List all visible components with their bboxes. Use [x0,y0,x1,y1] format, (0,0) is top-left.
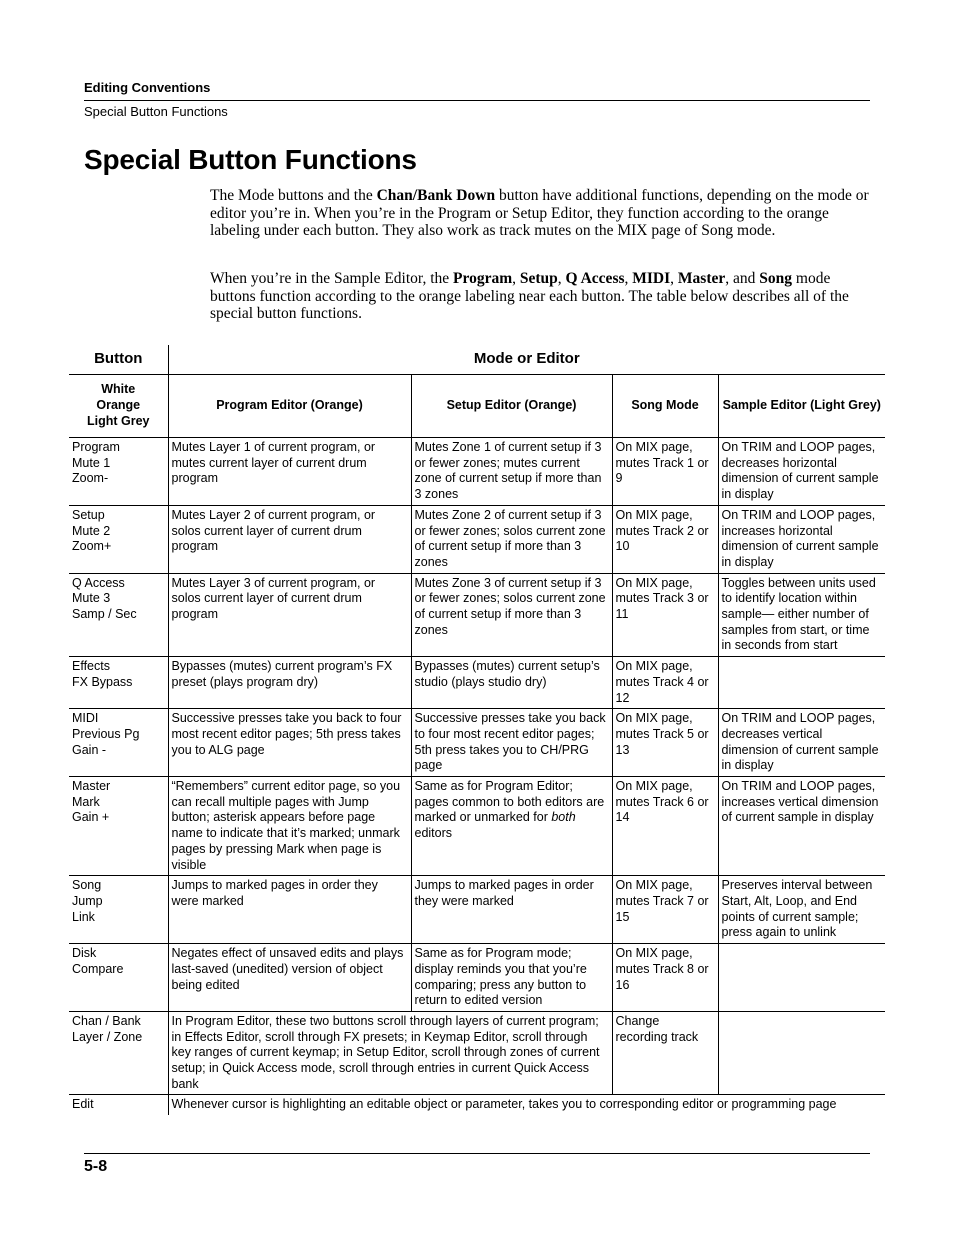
setup-editor-cell: Successive presses take you back to four most recent editor pages; 5th press takes you to CH/PRG page [411,709,612,777]
intro-paragraph-1 [210,187,870,240]
bold-term: Program [453,270,513,287]
subheader-song-mode: Song Mode [612,375,718,438]
table-row [69,944,885,1012]
button-name: Layer / Zone [72,1029,143,1044]
program-editor-cell: Mutes Layer 1 of current program, or mutes current layer of current drum program [168,438,411,506]
table-row [69,709,885,777]
bold-term: Song [759,270,793,287]
subheader-setup-editor: Setup Editor (Orange) [411,375,612,438]
song-mode-cell: On MIX page, mutes Track 1 or 9 [612,438,718,506]
bold-term: Master [677,270,726,287]
button-name: MIDI [72,711,99,726]
button-name: Gain + [72,810,110,825]
sample-editor-cell [718,657,885,709]
footer-rule [84,1153,870,1154]
button-name: Link [72,909,95,924]
program-editor-cell: Mutes Layer 3 of current program, or solos current layer of current drum program [168,573,411,657]
text-run: editors [414,826,453,841]
table-row [69,657,885,709]
table-row [69,876,885,944]
button-names-cell [69,505,168,573]
setup-editor-cell: Mutes Zone 2 of current setup if 3 or fewer zones; solos current zone of current setup if more than 3 zones [411,505,612,573]
button-names-cell [69,438,168,506]
text-run: mode buttons function according to the orange labeling near each button. The table below describes all of the special button functions. [210,270,849,322]
button-names-cell [69,944,168,1012]
button-name: Effects [72,659,110,674]
button-name: Compare [72,961,124,976]
button-names-cell [69,777,168,876]
song-mode-cell: On MIX page, mutes Track 4 or 12 [612,657,718,709]
bold-term: MIDI [632,270,671,287]
button-name: Chan / Bank [72,1013,141,1028]
setup-editor-cell: Mutes Zone 1 of current setup if 3 or fewer zones; mutes current zone of current setup if more than 3 zones [411,438,612,506]
button-name: Mute 2 [72,523,111,538]
running-header-subsection: Special Button Functions [84,104,228,119]
button-name: Jump [72,893,103,908]
song-mode-cell: On MIX page, mutes Track 6 or 14 [612,777,718,876]
song-mode-cell: On MIX page, mutes Track 2 or 10 [612,505,718,573]
text-run: Same as for Program Editor; pages common to both editors are marked or unmarked for [414,779,605,825]
button-name: Mute 1 [72,455,111,470]
bold-term: Chan/Bank Down [376,187,496,204]
button-name: Zoom+ [72,539,112,554]
setup-editor-cell: Mutes Zone 3 of current setup if 3 or fewer zones; solos current zone of current setup if more than 3 zones [411,573,612,657]
text-run: , and [725,270,760,287]
song-mode-cell: Change recording track [612,1011,718,1095]
program-editor-cell: Negates effect of unsaved edits and plays last-saved (unedited) version of object being edited [168,944,411,1012]
bold-term: Q Access [565,270,625,287]
button-names-cell [69,1095,168,1115]
sample-editor-cell [718,1011,885,1095]
table-row [69,1011,885,1095]
text-run: When you’re in the Sample Editor, the [210,270,454,287]
page-number: 5-8 [84,1158,108,1175]
button-name: Mute 3 [72,591,111,606]
button-name: Samp / Sec [72,607,137,622]
button-name: Song [72,878,102,893]
program-editor-cell: Successive presses take you back to four most recent editor pages; 5th press takes you to ALG page [168,709,411,777]
sample-editor-cell: Toggles between units used to identify location within sample— either number of samples from start, or time in seconds from start [718,573,885,657]
button-name: Zoom- [72,471,109,486]
setup-editor-cell: Bypasses (mutes) current setup’s studio (plays studio dry) [411,657,612,709]
column-header-mode: Mode or Editor [473,350,580,368]
button-name: Setup [72,507,105,522]
text-run: , [624,270,633,287]
text-run: button have additional functions, depending on the mode or editor you’re in. When you’re in the Program or Setup Editor, they function according to the orange labeling under each button. They also work as track mutes on the MIX page of Song mode. [210,187,869,239]
subheader-program-editor: Program Editor (Orange) [168,375,411,438]
setup-editor-cell [411,777,612,876]
running-header-section: Editing Conventions [84,80,211,95]
button-names-cell [69,573,168,657]
subheader-white: White [101,382,136,397]
intro-paragraph-2 [210,270,870,323]
text-run: , [557,270,566,287]
program-editor-cell: Mutes Layer 2 of current program, or solos current layer of current drum program [168,505,411,573]
special-button-table [69,345,885,1115]
subheader-light-grey: Light Grey [86,413,150,428]
table-row [69,777,885,876]
program-editor-cell: “Remembers” current editor page, so you can recall multiple pages with Jump button; asterisk appears before page name to indicate that it’s marked; unmark pages by pressing Mark when page is visible [168,777,411,876]
sample-editor-cell: On TRIM and LOOP pages, decreases horizontal dimension of current sample in display [718,438,885,506]
all-modes-cell: Whenever cursor is highlighting an editable object or parameter, takes you to corresponding editor or programming page [168,1095,885,1115]
button-name: FX Bypass [72,674,133,689]
sample-editor-cell [718,944,885,1012]
setup-editor-cell: Same as for Program mode; display reminds you that you’re comparing; press any button to return to edited version [411,944,612,1012]
button-name: Q Access [72,575,125,590]
header-rule [84,100,870,101]
button-name: Gain - [72,742,107,757]
button-name: Program [72,440,120,454]
text-run: The Mode buttons and the [210,187,377,204]
button-name: Edit [72,1097,94,1112]
program-setup-cell: In Program Editor, these two buttons scroll through layers of current program; in Effects Editor, scroll through FX presets; in Keymap Editor, scroll through key ranges of current keymap; in Setup Editor, scroll through zones of current setup; in Quick Access mode, scroll through entries in current Quick Access bank [168,1011,612,1095]
sample-editor-cell: Preserves interval between Start, Alt, Loop, and End points of current sample; press again to unlink [718,876,885,944]
program-editor-cell: Bypasses (mutes) current program’s FX preset (plays program dry) [168,657,411,709]
page-title: Special Button Functions [84,144,417,175]
song-mode-cell: On MIX page, mutes Track 5 or 13 [612,709,718,777]
setup-editor-cell: Jumps to marked pages in order they were marked [411,876,612,944]
button-names-cell [69,657,168,709]
button-name: Master [72,779,111,794]
button-name: Disk [72,946,97,961]
sample-editor-cell: On TRIM and LOOP pages, increases horizontal dimension of current sample in display [718,505,885,573]
table-row [69,438,885,506]
program-editor-cell: Jumps to marked pages in order they were marked [168,876,411,944]
emphasis: both [551,810,576,825]
bold-term: Setup [519,270,558,287]
button-names-cell [69,876,168,944]
column-header-button: Button [69,345,168,375]
table-row [69,1095,885,1115]
subheader-orange: Orange [96,398,141,413]
table-row [69,505,885,573]
button-names-cell [69,1011,168,1095]
subheader-button-colors [69,375,168,438]
button-name: Mark [72,794,100,809]
table-row [69,573,885,657]
button-names-cell [69,709,168,777]
song-mode-cell: On MIX page, mutes Track 3 or 11 [612,573,718,657]
sample-editor-cell: On TRIM and LOOP pages, increases vertical dimension of current sample in display [718,777,885,876]
text-run: , [670,270,678,287]
song-mode-cell: On MIX page, mutes Track 8 or 16 [612,944,718,1012]
subheader-sample-editor: Sample Editor (Light Grey) [718,375,885,438]
song-mode-cell: On MIX page, mutes Track 7 or 15 [612,876,718,944]
text-run: , [512,270,520,287]
sample-editor-cell: On TRIM and LOOP pages, decreases vertical dimension of current sample in display [718,709,885,777]
button-name: Previous Pg [72,726,140,741]
